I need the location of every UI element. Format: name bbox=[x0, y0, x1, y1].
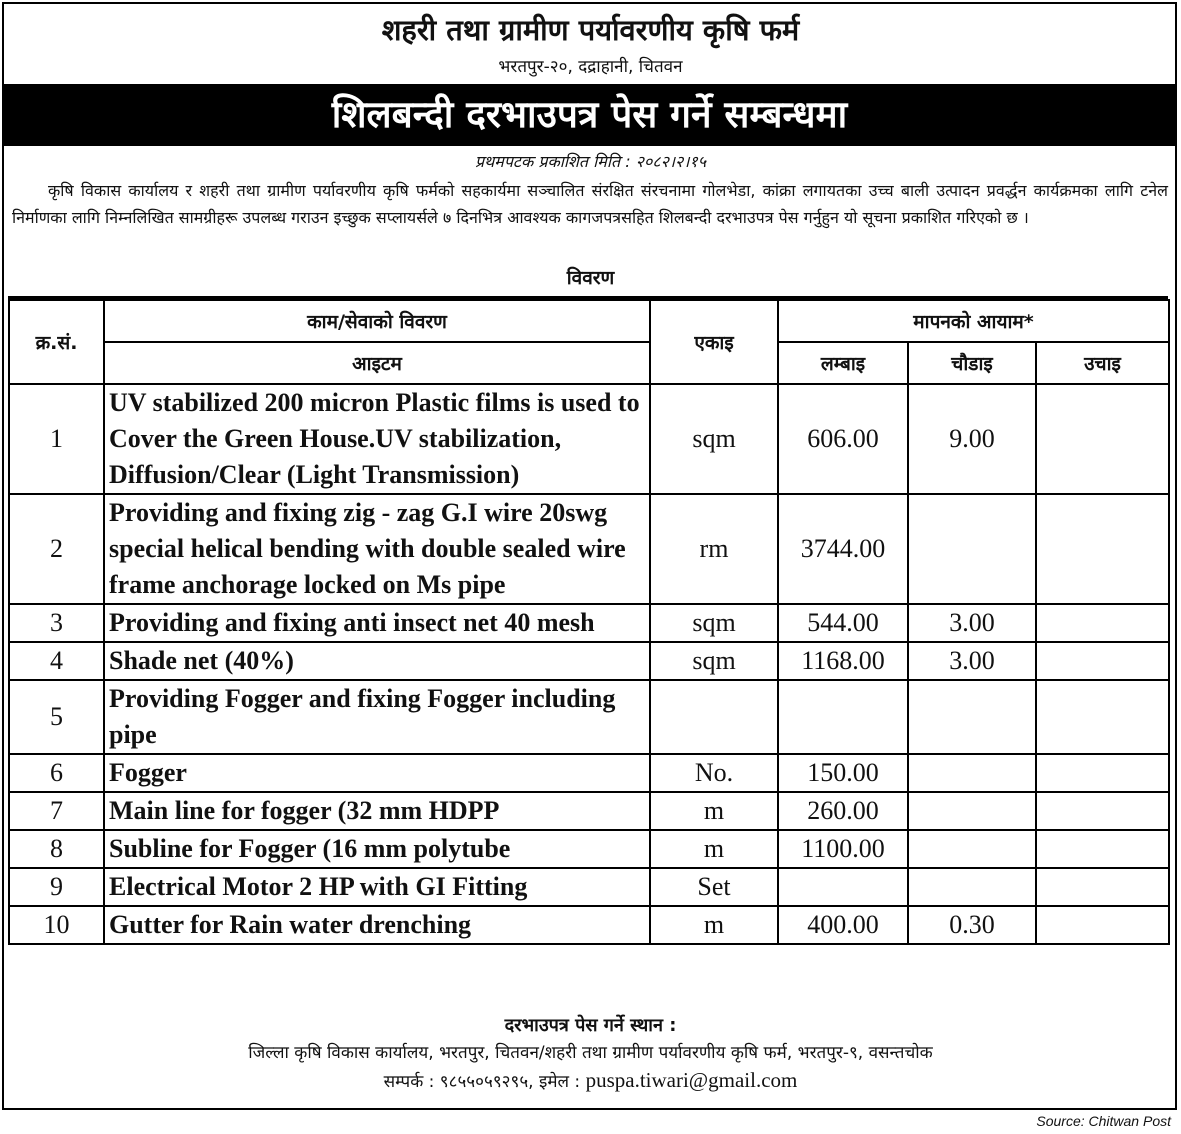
cell-unit: m bbox=[650, 792, 778, 830]
cell-unit: No. bbox=[650, 754, 778, 792]
cell-width: 9.00 bbox=[908, 384, 1036, 494]
cell-height bbox=[1036, 384, 1169, 494]
table-row bbox=[9, 792, 1169, 830]
cell-height bbox=[1036, 792, 1169, 830]
table-row bbox=[9, 642, 1169, 680]
cell-desc: UV stabilized 200 micron Plastic films is used to Cover the Green House.UV stabilization, Diffusion/Clear (Light Transmission) bbox=[104, 384, 650, 494]
cell-unit: rm bbox=[650, 494, 778, 604]
cell-desc: Main line for fogger (32 mm HDPP bbox=[104, 792, 650, 830]
contact-line bbox=[0, 1068, 1181, 1093]
cell-unit: sqm bbox=[650, 384, 778, 494]
table-row bbox=[9, 494, 1169, 604]
section-heading: विवरण bbox=[566, 267, 615, 289]
cell-desc: Providing and fixing anti insect net 40 mesh bbox=[104, 604, 650, 642]
cell-desc: Subline for Fogger (16 mm polytube bbox=[104, 830, 650, 868]
cell-length: 1100.00 bbox=[778, 830, 908, 868]
cell-length: 606.00 bbox=[778, 384, 908, 494]
cell-unit: Set bbox=[650, 868, 778, 906]
cell-sn: 8 bbox=[9, 830, 104, 868]
notice-title-banner: शिलबन्दी दरभाउपत्र पेस गर्ने सम्बन्धमा bbox=[4, 84, 1175, 146]
cell-width: 0.30 bbox=[908, 906, 1036, 944]
table-subheader-row bbox=[9, 342, 1169, 384]
cell-length: 260.00 bbox=[778, 792, 908, 830]
cell-sn: 3 bbox=[9, 604, 104, 642]
cell-length bbox=[778, 868, 908, 906]
cell-width: 3.00 bbox=[908, 642, 1036, 680]
cell-width bbox=[908, 754, 1036, 792]
table-row bbox=[9, 830, 1169, 868]
cell-desc: Electrical Motor 2 HP with GI Fitting bbox=[104, 868, 650, 906]
cell-sn: 10 bbox=[9, 906, 104, 944]
header-sn: क्र.सं. bbox=[9, 300, 104, 384]
cell-unit bbox=[650, 680, 778, 754]
cell-sn: 1 bbox=[9, 384, 104, 494]
header-dimension: मापनको आयाम* bbox=[778, 300, 1169, 342]
cell-desc: Providing and fixing zig - zag G.I wire 20swg special helical bending with double sealed wire frame anchorage locked on Ms pipe bbox=[104, 494, 650, 604]
cell-sn: 9 bbox=[9, 868, 104, 906]
header-work: काम/सेवाको विवरण bbox=[104, 300, 650, 342]
submission-place-text: जिल्ला कृषि विकास कार्यालय, भरतपुर, चितवन/शहरी तथा ग्रामीण पर्यावरणीय कृषि फर्म, भरतपुर-९, वसन्तचोक bbox=[248, 1043, 933, 1063]
header-unit: एकाइ bbox=[650, 300, 778, 384]
cell-sn: 4 bbox=[9, 642, 104, 680]
cell-sn: 7 bbox=[9, 792, 104, 830]
cell-width bbox=[908, 494, 1036, 604]
cell-sn: 5 bbox=[9, 680, 104, 754]
table-row bbox=[9, 906, 1169, 944]
header-length: लम्बाइ bbox=[778, 342, 908, 384]
cell-unit: m bbox=[650, 830, 778, 868]
intro-paragraph: कृषि विकास कार्यालय र शहरी तथा ग्रामीण पर्यावरणीय कृषि फर्मको सहकार्यमा सञ्चालित संरक्षित संरचनामा गोलभेडा, कांक्रा लगायतका उच्च बाली उत्पादन प्रवर्द्धन कार्यक्रमका लागि टनेल निर्माणका लागि निम्नलिखित सामग्रीहरू उपलब्ध गराउन इच्छुक सप्लायर्सले ७ दिनभित्र आवश्यक कागजपत्रसहित शिलबन्दी दरभाउपत्र पेस गर्नुहुन यो सूचना प्रकाशित गरिएको छ । bbox=[12, 181, 1168, 227]
table-header-row bbox=[9, 300, 1169, 342]
cell-height bbox=[1036, 906, 1169, 944]
cell-height bbox=[1036, 604, 1169, 642]
table-row bbox=[9, 384, 1169, 494]
contact-label: सम्पर्क : ९८५५०५९२९५, इमेल : bbox=[383, 1072, 581, 1092]
header-height: उचाइ bbox=[1036, 342, 1169, 384]
cell-width bbox=[908, 830, 1036, 868]
publish-date: प्रथमपटक प्रकाशित मिति : २०८२।२।१५ bbox=[474, 152, 707, 171]
table-row bbox=[9, 868, 1169, 906]
header-item: आइटम bbox=[104, 342, 650, 384]
cell-height bbox=[1036, 642, 1169, 680]
cell-length: 544.00 bbox=[778, 604, 908, 642]
header-width: चौडाइ bbox=[908, 342, 1036, 384]
cell-length: 1168.00 bbox=[778, 642, 908, 680]
table-row bbox=[9, 754, 1169, 792]
org-address: भरतपुर-२०, दद्राहानी, चितवन bbox=[498, 57, 683, 77]
cell-length: 3744.00 bbox=[778, 494, 908, 604]
cell-height bbox=[1036, 680, 1169, 754]
submission-place-heading: दरभाउपत्र पेस गर्ने स्थान : bbox=[504, 1015, 677, 1036]
cell-length: 400.00 bbox=[778, 906, 908, 944]
cell-width bbox=[908, 868, 1036, 906]
cell-desc: Fogger bbox=[104, 754, 650, 792]
cell-width: 3.00 bbox=[908, 604, 1036, 642]
cell-height bbox=[1036, 494, 1169, 604]
table-row bbox=[9, 680, 1169, 754]
cell-desc: Gutter for Rain water drenching bbox=[104, 906, 650, 944]
cell-height bbox=[1036, 868, 1169, 906]
cell-sn: 6 bbox=[9, 754, 104, 792]
cell-sn: 2 bbox=[9, 494, 104, 604]
table-row bbox=[9, 604, 1169, 642]
source-credit: Source: Chitwan Post bbox=[1036, 1113, 1171, 1129]
cell-unit: sqm bbox=[650, 642, 778, 680]
cell-length bbox=[778, 680, 908, 754]
items-table bbox=[8, 299, 1170, 945]
cell-length: 150.00 bbox=[778, 754, 908, 792]
cell-width bbox=[908, 680, 1036, 754]
org-title: शहरी तथा ग्रामीण पर्यावरणीय कृषि फर्म bbox=[381, 13, 800, 47]
cell-height bbox=[1036, 830, 1169, 868]
cell-unit: m bbox=[650, 906, 778, 944]
cell-unit: sqm bbox=[650, 604, 778, 642]
cell-desc: Providing Fogger and fixing Fogger including pipe bbox=[104, 680, 650, 754]
cell-width bbox=[908, 792, 1036, 830]
contact-email: puspa.tiwari@gmail.com bbox=[585, 1068, 798, 1092]
cell-height bbox=[1036, 754, 1169, 792]
cell-desc: Shade net (40%) bbox=[104, 642, 650, 680]
